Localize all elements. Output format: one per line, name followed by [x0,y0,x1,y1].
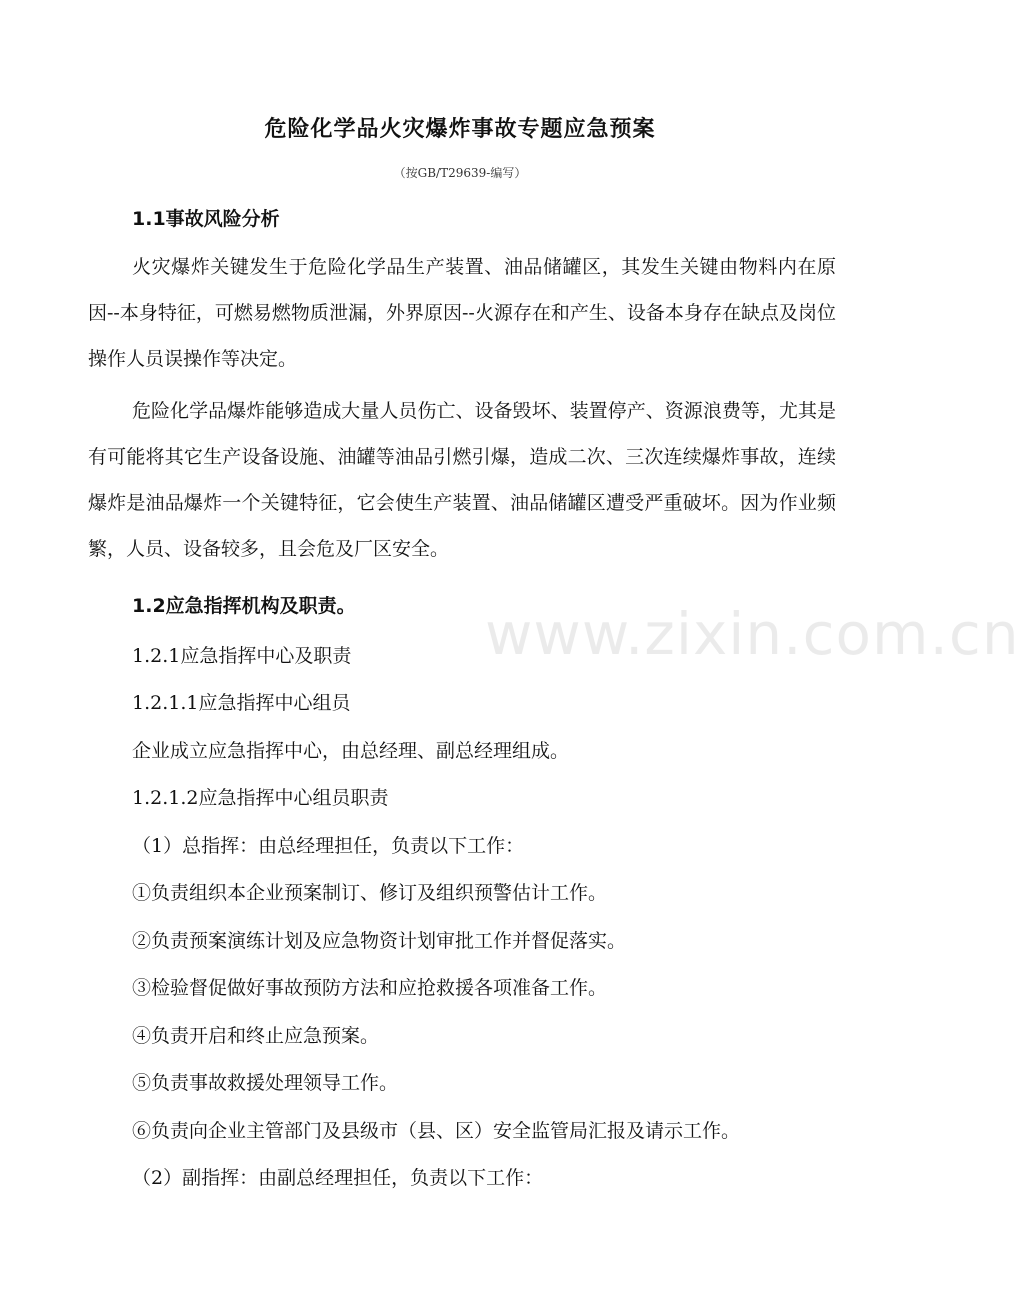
list-item-deputy-commander: （2）副指挥：由副总经理担任，负责以下工作： [132,1167,544,1189]
list-item-duty-1: ①负责组织本企业预案制订、修订及组织预警估计工作。 [132,882,608,904]
paragraph-command-center: 企业成立应急指挥中心，由总经理、副总经理组成。 [132,740,570,762]
section-heading-1-2: 1.2应急指挥机构及职责。 [132,595,356,617]
list-item-duty-6: ⑥负责向企业主管部门及县级市（县、区）安全监管局汇报及请示工作。 [132,1120,741,1142]
list-item-commander: （1）总指挥：由总经理担任，负责以下工作： [132,835,525,857]
section-heading-1-2-1-1: 1.2.1.1应急指挥中心组员 [132,692,351,714]
list-item-duty-5: ⑤负责事故救援处理领导工作。 [132,1072,399,1094]
section-heading-1-2-1: 1.2.1应急指挥中心及职责 [132,645,352,667]
paragraph-risk-1: 火灾爆炸关键发生于危险化学品生产装置、油品储罐区，其发生关键由物料内在原因--本身特征，可燃易燃物质泄漏，外界原因--火源存在和产生、设备本身存在缺点及岗位操作人员误操作等决定。 [88,256,836,370]
list-item-duty-3: ③检验督促做好事故预防方法和应抢救援各项准备工作。 [132,977,608,999]
list-item-duty-4: ④负责开启和终止应急预案。 [132,1025,380,1047]
section-heading-1-2-1-2: 1.2.1.2应急指挥中心组员职责 [132,787,389,809]
paragraph-risk-2: 危险化学品爆炸能够造成大量人员伤亡、设备毁坏、装置停产、资源浪费等，尤其是有可能将其它生产设备设施、油罐等油品引燃引爆，造成二次、三次连续爆炸事故，连续爆炸是油品爆炸一个关键特征，它会使生产装置、油品储罐区遭受严重破坏。因为作业频繁，人员、设备较多，且会危及厂区安全。 [88,400,836,560]
document-title: 危险化学品火灾爆炸事故专题应急预案 [264,117,656,142]
watermark: www.zixin.com.cn [485,600,1020,668]
list-item-duty-2: ②负责预案演练计划及应急物资计划审批工作并督促落实。 [132,930,627,952]
section-heading-1-1: 1.1事故风险分析 [132,208,280,230]
document-subtitle: （按GB/T29639-编写） [393,166,527,180]
